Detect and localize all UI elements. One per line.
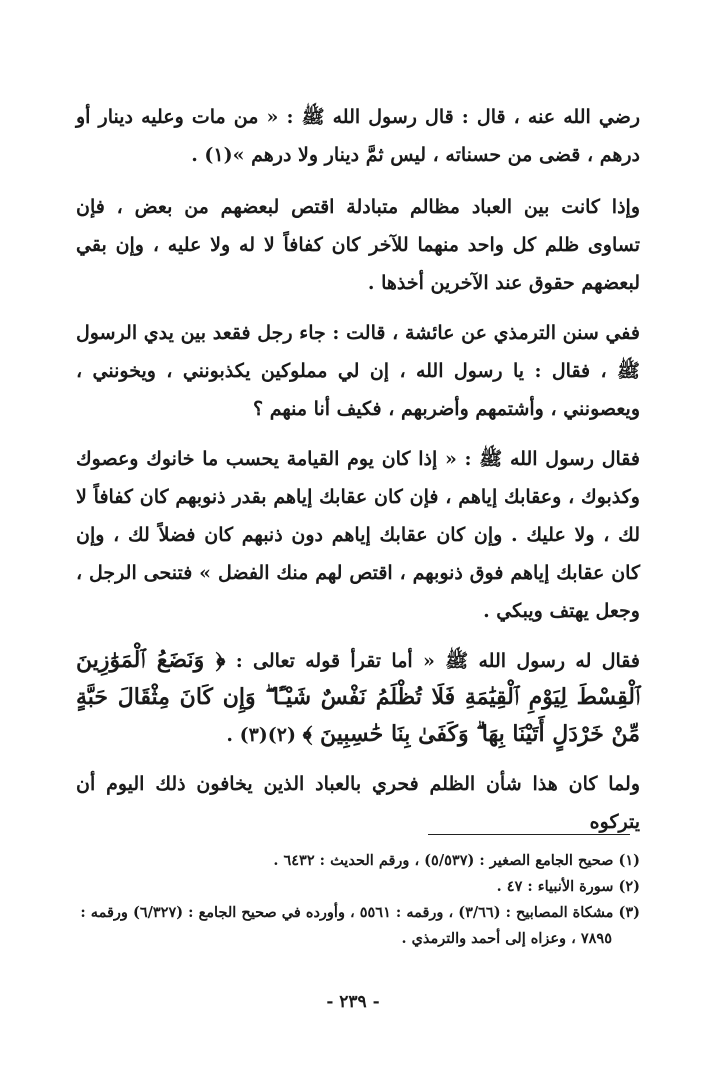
quran-verse: ﴿ وَنَضَعُ ٱلْمَوَٰزِينَ ٱلْقِسْطَ لِيَوْمِ ٱلْقِيَٰمَةِ فَلَا تُظْلَمُ نَفْسٌ شَيْـًٔا ۖ وَإِن كَانَ مِثْقَالَ حَبَّةٍ مِّنْ خَرْدَلٍ أَتَيْنَا بِهَا ۗ وَكَفَىٰ بِنَا حَٰسِبِينَ ﴾	[76, 647, 640, 747]
footnotes	[72, 848, 640, 952]
paragraph-4: فقال رسول الله ﷺ : « إذا كان يوم القيامة يحسب ما خانوك وعصوك وكذبوك ، وعقابك إياهم ، فإن كان عقابك إياهم بقدر ذنوبهم كان كفافاً لا لك ، ولا عليك . وإن كان عقابك إياهم دون ذنبهم كان فضلاً لك ، وإن كان عقابك إياهم فوق ذنوبهم ، اقتص لهم منك الفضل » فتنحى الرجل ، وجعل يهتف ويبكي .	[76, 448, 640, 622]
footnote-3: (٣) مشكاة المصابيح : (٣/٦٦) ، ورقمه : ٥٥٦١ ، وأورده في صحيح الجامع : (٦/٣٢٧) ورقمه :	[80, 904, 640, 921]
verse-paragraph	[76, 642, 640, 753]
paragraph-2: وإذا كانت بين العباد مظالم متبادلة اقتص لبعضهم من بعض ، فإن تساوى ظلم كل واحد منهما للآخر كان كفافاً لا له ولا عليه ، وإن بقي لبعضهم حقوق عند الآخرين أخذها .	[76, 196, 641, 294]
paragraph-3: ففي سنن الترمذي عن عائشة ، قالت : جاء رجل فقعد بين يدي الرسول ﷺ ، فقال : يا رسول الله ، إن لي مملوكين يكذبونني ، ويخونني ، ويعصونني ، وأشتمهم وأضربهم ، فكيف أنا منهم ؟	[76, 322, 640, 420]
footnote-divider	[428, 834, 630, 835]
paragraph-1: رضي الله عنه ، قال : قال رسول الله ﷺ : « من مات وعليه دينار أو درهم ، قضى من حسناته ، ليس ثمَّ دينار ولا درهم »(١) .	[76, 106, 640, 166]
paragraph-last: ولما كان هذا شأن الظلم فحري بالعباد الذين يخافون ذلك اليوم أن يتركوه	[76, 773, 640, 833]
page-number: - ٢٣٩ -	[326, 992, 380, 1012]
footnote-3-continued: ٧٨٩٥ ، وعزاه إلى أحمد والترمذي .	[401, 930, 612, 947]
footnote-2: (٢) سورة الأنبياء : ٤٧ .	[496, 878, 640, 895]
verse-refs: (٢)(٣) .	[226, 724, 296, 746]
verse-intro: فقال له رسول الله ﷺ « أما تقرأ قوله تعالى :	[225, 650, 641, 672]
footnote-1: (١) صحيح الجامع الصغير : (٥/٥٣٧) ، ورقم الحديث : ٦٤٣٢ .	[273, 852, 640, 869]
main-text	[76, 98, 640, 853]
